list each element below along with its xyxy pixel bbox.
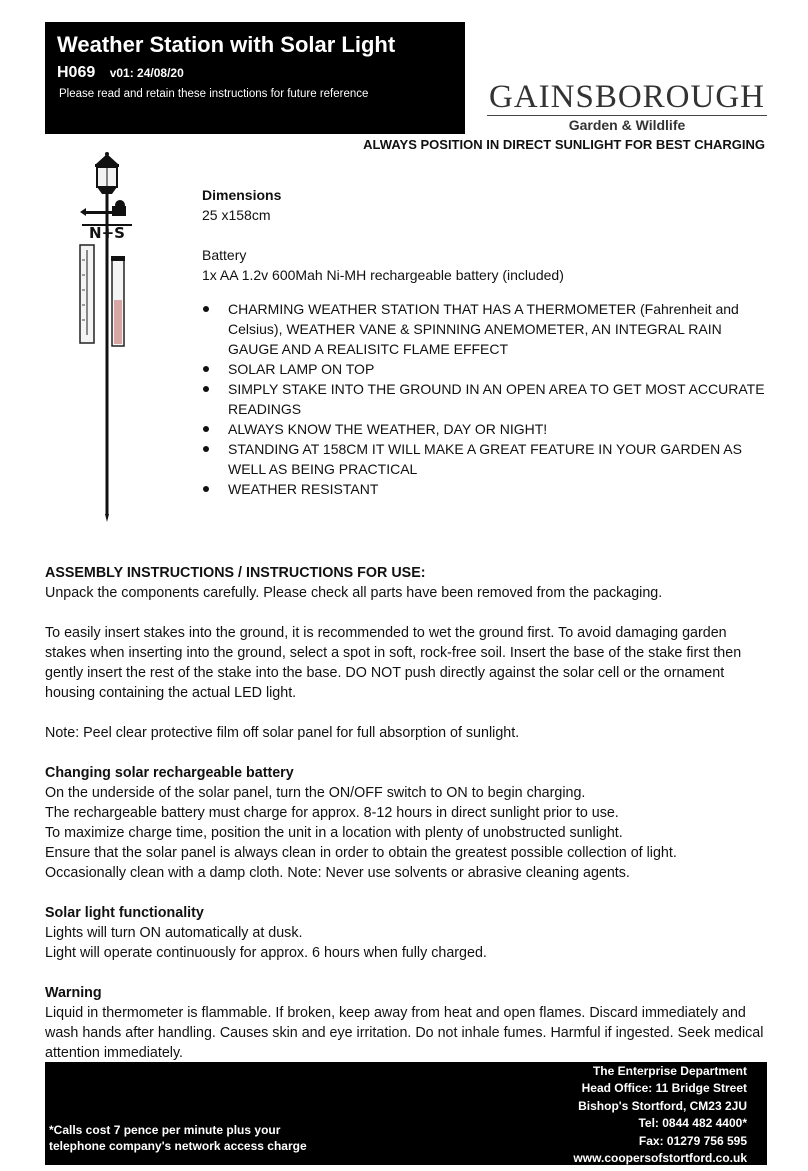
charging-heading: Changing solar rechargeable battery <box>45 765 294 781</box>
address-line: The Enterprise Department <box>592 1064 747 1078</box>
product-code-value: H069 <box>57 64 96 81</box>
weather-station-illustration <box>72 150 142 525</box>
functionality-heading: Solar light functionality <box>45 905 204 921</box>
battery-value: 1x AA 1.2v 600Mah Ni-MH rechargeable battery (included) <box>202 267 564 283</box>
charging-line: Occasionally clean with a damp cloth. Note: Never use solvents or abrasive cleaning agents. <box>45 865 630 881</box>
call-charges-note <box>49 1122 307 1154</box>
brand-tagline: Garden & Wildlife <box>568 117 686 133</box>
version-label: v01: 24/08/20 <box>109 66 184 80</box>
battery-label: Battery <box>202 247 247 263</box>
fax-line: Fax: 01279 756 595 <box>638 1133 747 1148</box>
charging-line: On the underside of the solar panel, turn the ON/OFF switch to ON to begin charging. <box>45 785 586 801</box>
warning-heading: Warning <box>45 985 102 1001</box>
call-charges-line: *Calls cost 7 pence per minute plus your <box>49 1123 281 1137</box>
film-note: Note: Peel clear protective film off solar panel for full absorption of sunlight. <box>45 725 520 741</box>
specifications <box>202 185 772 499</box>
list-item: STANDING AT 158CM IT WILL MAKE A GREAT FEATURE IN YOUR GARDEN AS WELL AS BEING PRACTICAL <box>202 439 772 479</box>
list-item: CHARMING WEATHER STATION THAT HAS A THERMOMETER (Fahrenheit and Celsius), WEATHER VANE & SPINNING ANEMOMETER, AN INTEGRAL RAIN GAUGE AND A REALISITC FLAME EFFECT <box>202 299 772 359</box>
assembly-paragraph: Unpack the components carefully. Please check all parts have been removed from the packaging. <box>45 585 663 601</box>
vane-letters: N+S <box>89 224 125 242</box>
company-address <box>573 1063 747 1167</box>
sunlight-notice: ALWAYS POSITION IN DIRECT SUNLIGHT FOR BEST CHARGING <box>363 137 765 152</box>
footer-contact <box>45 1062 767 1165</box>
dimensions-label: Dimensions <box>202 187 282 203</box>
document-title: Weather Station with Solar Light <box>57 32 396 57</box>
list-item: SOLAR LAMP ON TOP <box>202 359 772 379</box>
call-charges-line: telephone company's network access charge <box>49 1139 307 1153</box>
dimensions-value: 25 x158cm <box>202 207 271 223</box>
address-line: Bishop's Stortford, CM23 2JU <box>578 1098 747 1113</box>
functionality-line: Lights will turn ON automatically at dusk. <box>45 925 303 941</box>
assembly-heading: ASSEMBLY INSTRUCTIONS / INSTRUCTIONS FOR USE: <box>45 565 426 581</box>
feature-list <box>202 299 772 499</box>
charging-line: To maximize charge time, position the unit in a location with plenty of unobstructed sunlight. <box>45 825 623 841</box>
product-code <box>57 64 184 82</box>
header-box <box>45 22 465 134</box>
website-line: www.coopersofstortford.co.uk <box>573 1151 747 1166</box>
charging-line: Ensure that the solar panel is always clean in order to obtain the greatest possible collection of light. <box>45 845 677 861</box>
list-item: ALWAYS KNOW THE WEATHER, DAY OR NIGHT! <box>202 419 772 439</box>
instructions-body <box>45 563 770 1063</box>
brand-logo <box>487 80 767 133</box>
retain-note: Please read and retain these instructions for future reference <box>59 88 369 100</box>
brand-divider <box>487 115 767 116</box>
charging-line: The rechargeable battery must charge for approx. 8-12 hours in direct sunlight prior to use. <box>45 805 619 821</box>
brand-name: GAINSBOROUGH <box>488 79 766 115</box>
phone-line: Tel: 0844 482 4400* <box>638 1116 747 1131</box>
warning-text: Liquid in thermometer is flammable. If broken, keep away from heat and open flames. Discard immediately and wash hands after handling. Causes skin and eye irritation. Do not inhale fumes. Harmful if ingested. Seek medical attention immediately. <box>45 1005 764 1061</box>
list-item: SIMPLY STAKE INTO THE GROUND IN AN OPEN AREA TO GET MOST ACCURATE READINGS <box>202 379 772 419</box>
list-item: WEATHER RESISTANT <box>202 479 772 499</box>
address-line: Head Office: 11 Bridge Street <box>581 1081 747 1096</box>
functionality-line: Light will operate continuously for approx. 6 hours when fully charged. <box>45 945 487 961</box>
assembly-paragraph: To easily insert stakes into the ground, it is recommended to wet the ground first. To avoid damaging garden stakes when inserting into the ground, select a spot in soft, rock-free soil. Insert the base of the stake first then gently insert the rest of the stake into the base. DO NOT push directly against the solar cell or the ornament housing containing the actual LED light. <box>45 625 742 701</box>
